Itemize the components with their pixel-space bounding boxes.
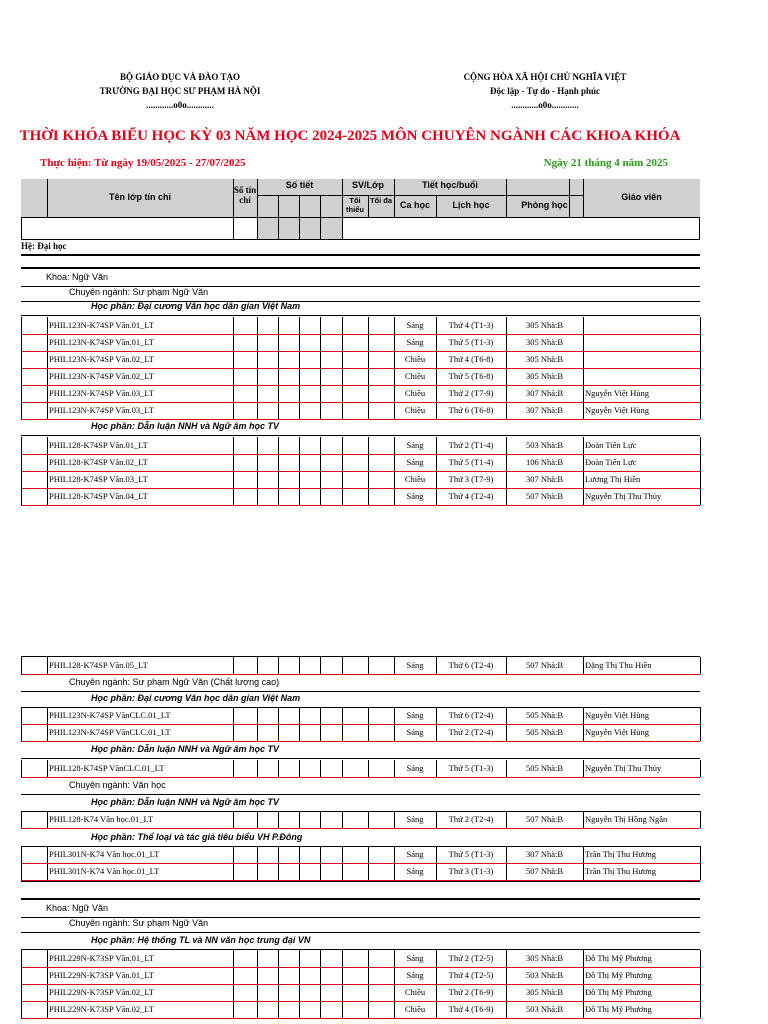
phong-hoc-cell: 307 Nhà:B bbox=[525, 405, 564, 415]
republic-header bbox=[400, 70, 690, 112]
table-row bbox=[21, 317, 700, 335]
phong-hoc-cell: 507 Nhà:B bbox=[525, 814, 564, 824]
phong-hoc-cell: 106 Nhà:B bbox=[525, 457, 564, 467]
lich-hoc-cell: Thứ 5 (T1-3) bbox=[448, 763, 494, 773]
ca-hoc-cell: Sáng bbox=[406, 710, 424, 720]
cn-vh-label: Chuyên ngành: Văn học bbox=[69, 780, 166, 790]
lich-hoc-cell: Thứ 5 (T1-4) bbox=[448, 457, 494, 467]
class-name-cell: PHIL301N-K74 Văn học.01_LT bbox=[49, 849, 160, 859]
class-name-cell: PHIL123N-K74SP VănCLC.01_LT bbox=[49, 710, 171, 720]
class-name-cell: PHIL123N-K74SP Văn.01_LT bbox=[49, 320, 154, 330]
giao-vien-cell: Trần Thị Thu Hương bbox=[585, 849, 657, 859]
khoa-label-2: Khoa: Ngữ Văn bbox=[46, 903, 109, 913]
col-tiet-hoc-buoi: Tiết học/buổi bbox=[422, 180, 478, 190]
col-so-tin-chi: Số tín chỉ bbox=[233, 185, 257, 205]
hp3-label: Học phần: Hệ thống TL và NN văn học trung đại VN bbox=[91, 935, 311, 945]
ca-hoc-cell: Sáng bbox=[406, 660, 424, 670]
giao-vien-cell: Nguyễn Thị Thu Thủy bbox=[585, 763, 662, 773]
class-name-cell: PHIL229N-K73SP Văn.02_LT bbox=[49, 1004, 154, 1014]
phong-hoc-cell: 503 Nhà:B bbox=[525, 1004, 564, 1014]
phong-hoc-cell: 305 Nhà:B bbox=[525, 953, 564, 963]
hp-clc2-label: Học phần: Dẫn luận NNH và Ngữ âm học TV bbox=[91, 744, 279, 754]
giao-vien-cell: Trần Thị Thu Hương bbox=[585, 866, 657, 876]
university-name: TRƯỜNG ĐẠI HỌC SƯ PHẠM HÀ NỘI bbox=[99, 86, 261, 96]
lich-hoc-cell: Thứ 4 (T6-8) bbox=[448, 354, 494, 364]
col-lich-hoc: Lịch học bbox=[452, 200, 490, 210]
class-name-cell: PHIL128-K74 Văn học.01_LT bbox=[49, 814, 154, 824]
giao-vien-cell: Đoàn Tiến Lực bbox=[585, 440, 637, 450]
lich-hoc-cell: Thứ 2 (T6-9) bbox=[448, 987, 494, 997]
table-row bbox=[21, 846, 700, 864]
phong-hoc-cell: 307 Nhà:B bbox=[525, 388, 564, 398]
phong-hoc-cell: 507 Nhà:B bbox=[525, 660, 564, 670]
ca-hoc-cell: Chiều bbox=[404, 354, 426, 364]
col-toi-thieu: Tối thiểu bbox=[346, 196, 364, 214]
khoa-label: Khoa: Ngữ Văn bbox=[46, 272, 109, 282]
phong-hoc-cell: 305 Nhà:B bbox=[525, 371, 564, 381]
table-row bbox=[21, 656, 700, 675]
phong-hoc-cell: 305 Nhà:B bbox=[525, 354, 564, 364]
giao-vien-cell: Nguyễn Việt Hùng bbox=[585, 727, 650, 737]
ca-hoc-cell: Sáng bbox=[406, 457, 424, 467]
class-name-cell: PHIL128-K74SP Văn.03_LT bbox=[49, 474, 148, 484]
hp-clc1-row bbox=[21, 690, 700, 708]
date-text: Ngày 21 tháng 4 năm 2025 bbox=[543, 157, 668, 169]
phong-hoc-cell: 305 Nhà:B bbox=[525, 320, 564, 330]
giao-vien-cell: Đỗ Thị Mỹ Phương bbox=[585, 953, 652, 963]
class-name-cell: PHIL229N-K73SP Văn.01_LT bbox=[49, 953, 154, 963]
giao-vien-cell: Lương Thị Hiền bbox=[585, 474, 641, 484]
cn2-label: Chuyên ngành: Sư phạm Ngữ Văn bbox=[69, 918, 209, 928]
table-row bbox=[21, 454, 700, 472]
col-toi-da: Tối đa bbox=[369, 196, 393, 205]
lich-hoc-cell: Thứ 3 (T1-3) bbox=[448, 866, 494, 876]
hp-vh2-row bbox=[21, 829, 700, 847]
lich-hoc-cell: Thứ 6 (T6-8) bbox=[448, 405, 494, 415]
table-row bbox=[21, 724, 700, 742]
hoc-phan-row bbox=[21, 298, 700, 316]
ca-hoc-cell: Chiều bbox=[404, 1004, 426, 1014]
table-row bbox=[21, 707, 700, 725]
class-name-cell: PHIL229N-K73SP Văn.02_LT bbox=[49, 987, 154, 997]
phong-hoc-cell: 305 Nhà:B bbox=[525, 987, 564, 997]
table-row bbox=[21, 385, 700, 403]
lich-hoc-cell: Thứ 4 (T6-9) bbox=[448, 1004, 494, 1014]
lich-hoc-cell: Thứ 2 (T1-4) bbox=[448, 440, 494, 450]
ca-hoc-cell: Sáng bbox=[406, 440, 424, 450]
cn2-row bbox=[21, 915, 700, 933]
table-row bbox=[21, 967, 700, 985]
period-text: Thực hiện: Từ ngày 19/05/2025 - 27/07/2025 bbox=[40, 157, 246, 169]
cn-vh-row bbox=[21, 777, 700, 795]
col-sv-lop: SV/Lớp bbox=[352, 180, 384, 190]
hp-vh2-label: Học phần: Thể loại và tác giả tiêu biểu VH P.Đông bbox=[91, 832, 303, 842]
table-row bbox=[21, 437, 700, 455]
phong-hoc-cell: 307 Nhà:B bbox=[525, 849, 564, 859]
table-row bbox=[21, 351, 700, 369]
right-separator: ............o0o............ bbox=[511, 100, 579, 110]
phong-hoc-cell: 507 Nhà:B bbox=[525, 491, 564, 501]
table-row bbox=[21, 368, 700, 386]
table-row bbox=[21, 1001, 700, 1019]
class-name-cell: PHIL123N-K74SP Văn.01_LT bbox=[49, 337, 154, 347]
lich-hoc-cell: Thứ 4 (T1-3) bbox=[448, 320, 494, 330]
table-row bbox=[21, 950, 700, 968]
ca-hoc-cell: Sáng bbox=[406, 320, 424, 330]
col-phong-hoc: Phòng học bbox=[521, 200, 568, 210]
ca-hoc-cell: Sáng bbox=[406, 866, 424, 876]
chuyen-nganh-label: Chuyên ngành: Sư phạm Ngữ Văn bbox=[69, 287, 209, 297]
giao-vien-cell: Đỗ Thị Mỹ Phương bbox=[585, 1004, 652, 1014]
col-so-tiet: Số tiết bbox=[285, 180, 314, 190]
ministry-header bbox=[60, 70, 300, 112]
col-ten-lop: Tên lớp tín chỉ bbox=[109, 192, 171, 202]
page-title: THỜI KHÓA BIỂU HỌC KỲ 03 NĂM HỌC 2024-2025 MÔN CHUYÊN NGÀNH CÁC KHOA KHÓA bbox=[19, 128, 681, 144]
ca-hoc-cell: Sáng bbox=[406, 970, 424, 980]
class-name-cell: PHIL123N-K74SP Văn.02_LT bbox=[49, 371, 154, 381]
hoc-phan-label: Học phần: Đại cương Văn học dân gian Việt Nam bbox=[91, 301, 301, 311]
giao-vien-cell: Đỗ Thị Mỹ Phương bbox=[585, 987, 652, 997]
ca-hoc-cell: Sáng bbox=[406, 814, 424, 824]
lich-hoc-cell: Thứ 3 (T7-9) bbox=[448, 474, 494, 484]
lich-hoc-cell: Thứ 6 (T2-4) bbox=[448, 660, 494, 670]
left-separator: ............o0o............ bbox=[146, 100, 214, 110]
class-name-cell: PHIL123N-K74SP Văn.02_LT bbox=[49, 354, 154, 364]
table-row bbox=[21, 863, 700, 881]
lich-hoc-cell: Thứ 5 (T1-3) bbox=[448, 337, 494, 347]
lich-hoc-cell: Thứ 6 (T2-4) bbox=[448, 710, 494, 720]
phong-hoc-cell: 505 Nhà:B bbox=[525, 763, 564, 773]
ca-hoc-cell: Sáng bbox=[406, 849, 424, 859]
ca-hoc-cell: Sáng bbox=[406, 727, 424, 737]
hoc-phan-row-2 bbox=[21, 418, 700, 436]
ca-hoc-cell: Chiều bbox=[404, 405, 426, 415]
table-row bbox=[21, 334, 700, 352]
col-giao-vien: Giáo viên bbox=[621, 192, 662, 202]
giao-vien-cell: Đỗ Thị Mỹ Phương bbox=[585, 970, 652, 980]
ca-hoc-cell: Chiều bbox=[404, 371, 426, 381]
phong-hoc-cell: 503 Nhà:B bbox=[525, 440, 564, 450]
lich-hoc-cell: Thứ 2 (T7-9) bbox=[448, 388, 494, 398]
lich-hoc-cell: Thứ 2 (T2-4) bbox=[448, 727, 494, 737]
table-row bbox=[21, 984, 700, 1002]
lich-hoc-cell: Thứ 5 (T6-8) bbox=[448, 371, 494, 381]
giao-vien-cell: Đặng Thị Thu Hiền bbox=[585, 660, 652, 670]
ca-hoc-cell: Sáng bbox=[406, 491, 424, 501]
class-name-cell: PHIL123N-K74SP Văn.03_LT bbox=[49, 405, 154, 415]
class-name-cell: PHIL128-K74SP Văn.02_LT bbox=[49, 457, 148, 467]
class-name-cell: PHIL128-K74SP Văn.01_LT bbox=[49, 440, 148, 450]
hp-clc1-label: Học phần: Đại cương Văn học dân gian Việt Nam bbox=[91, 693, 301, 703]
class-name-cell: PHIL301N-K74 Văn học.01_LT bbox=[49, 866, 160, 876]
ca-hoc-cell: Chiều bbox=[404, 987, 426, 997]
class-name-cell: PHIL128-K74SP VănCLC.01_LT bbox=[49, 763, 165, 773]
ca-hoc-cell: Chiều bbox=[404, 388, 426, 398]
giao-vien-cell: Đoàn Tiến Lực bbox=[585, 457, 637, 467]
hoc-phan-label-2: Học phần: Dẫn luận NNH và Ngữ âm học TV bbox=[91, 421, 279, 431]
ministry-name: BỘ GIÁO DỤC VÀ ĐÀO TẠO bbox=[120, 72, 240, 82]
ca-hoc-cell: Sáng bbox=[406, 763, 424, 773]
table-row bbox=[21, 811, 700, 829]
phong-hoc-cell: 305 Nhà:B bbox=[525, 337, 564, 347]
hp-vh1-row bbox=[21, 794, 700, 812]
giao-vien-cell: Nguyễn Việt Hùng bbox=[585, 710, 650, 720]
table-row bbox=[21, 471, 700, 489]
ca-hoc-cell: Chiều bbox=[404, 474, 426, 484]
phong-hoc-cell: 307 Nhà:B bbox=[525, 474, 564, 484]
hp-vh1-label: Học phần: Dẫn luận NNH và Ngữ âm học TV bbox=[91, 797, 279, 807]
lich-hoc-cell: Thứ 5 (T1-3) bbox=[448, 849, 494, 859]
giao-vien-cell: Nguyễn Việt Hùng bbox=[585, 388, 650, 398]
giao-vien-cell: Nguyễn Thị Hồng Ngân bbox=[585, 814, 668, 824]
ca-hoc-cell: Sáng bbox=[406, 337, 424, 347]
motto: Độc lập - Tự do - Hạnh phúc bbox=[489, 86, 600, 96]
lich-hoc-cell: Thứ 4 (T2-4) bbox=[448, 491, 494, 501]
ca-hoc-cell: Sáng bbox=[406, 953, 424, 963]
phong-hoc-cell: 507 Nhà:B bbox=[525, 866, 564, 876]
giao-vien-cell: Nguyễn Việt Hùng bbox=[585, 405, 650, 415]
col-ca-hoc: Ca học bbox=[399, 200, 430, 210]
table-row bbox=[21, 760, 700, 778]
republic-name: CỘNG HÒA XÃ HỘI CHỦ NGHĨA VIỆT bbox=[463, 72, 627, 82]
table-header bbox=[21, 179, 700, 240]
class-name-cell: PHIL123N-K74SP Văn.03_LT bbox=[49, 388, 154, 398]
hp3-row bbox=[21, 932, 700, 950]
class-name-cell: PHIL128-K74SP Văn.05_LT bbox=[49, 660, 148, 670]
phong-hoc-cell: 505 Nhà:B bbox=[525, 710, 564, 720]
lich-hoc-cell: Thứ 4 (T2-5) bbox=[448, 970, 494, 980]
hp-clc2-row bbox=[21, 741, 700, 759]
class-name-cell: PHIL128-K74SP Văn.04_LT bbox=[49, 491, 148, 501]
class-name-cell: PHIL123N-K74SP VănCLC.01_LT bbox=[49, 727, 171, 737]
phong-hoc-cell: 505 Nhà:B bbox=[525, 727, 564, 737]
giao-vien-cell: Nguyễn Thị Thu Thủy bbox=[585, 491, 662, 501]
phong-hoc-cell: 503 Nhà:B bbox=[525, 970, 564, 980]
cn-clc-label: Chuyên ngành: Sư phạm Ngữ Văn (Chất lượng cao) bbox=[69, 677, 280, 687]
class-name-cell: PHIL229N-K73SP Văn.01_LT bbox=[49, 970, 154, 980]
lich-hoc-cell: Thứ 2 (T2-5) bbox=[448, 953, 494, 963]
table-row bbox=[21, 488, 700, 506]
lich-hoc-cell: Thứ 2 (T2-4) bbox=[448, 814, 494, 824]
he-label: Hệ: Đại học bbox=[21, 241, 67, 251]
